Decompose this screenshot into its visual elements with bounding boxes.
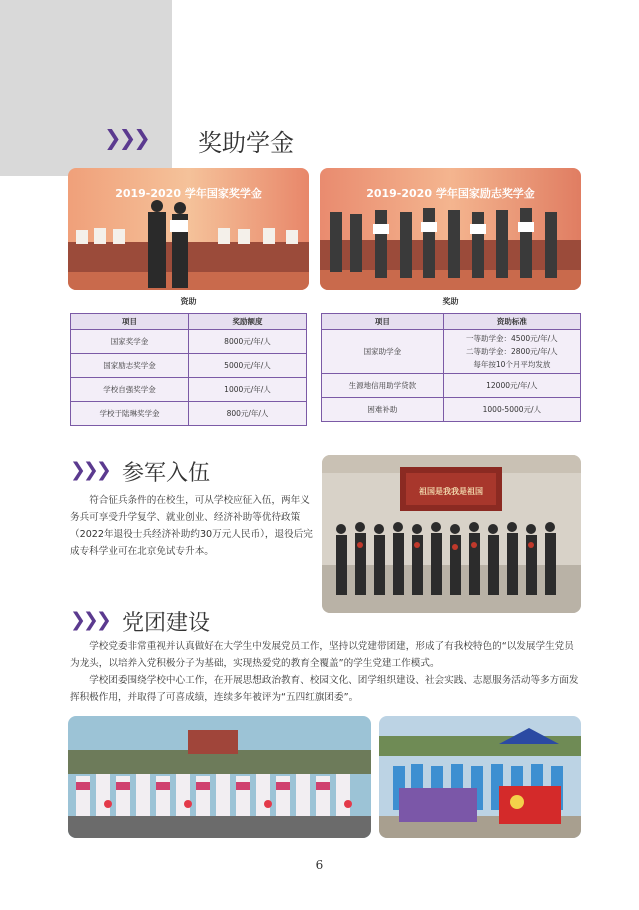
party-paragraph-2: 学校团委围绕学校中心工作，在开展思想政治教育、校园文化、团学组织建设、社会实践、志愿服务活动等多方面发挥积极作用，并取得了可喜成绩，连续多年被评为“五四红旗团委”。 bbox=[70, 675, 579, 703]
party-paragraph-1: 学校党委非常重视并认真做好在大学生中发展党员工作，坚持以党建带团建，形成了有我校特色的“以发展学生党员为龙头，以培养入党积极分子为基础，实现热爱党的教育全覆盖”的学生党建工作模式。 bbox=[70, 641, 574, 669]
military-paragraph: 符合征兵条件的在校生，可从学校应征入伍，两年义务兵可享受升学复学、就业创业、经济补助等优待政策（2022年退役士兵经济补助约30万元人民币），退役后完成专科学业可在北京免试专升本。 bbox=[70, 495, 313, 557]
table-cell: 生源地信用助学贷款 bbox=[322, 374, 444, 398]
section-chevrons: ❯❯❯ bbox=[104, 126, 148, 150]
table-cell: 8000元/年/人 bbox=[189, 330, 307, 354]
page-number: 6 bbox=[315, 858, 324, 872]
photo-campus-parade bbox=[68, 716, 371, 838]
table-cell: 国家奖学金 bbox=[71, 330, 189, 354]
photo-national-encouragement bbox=[320, 168, 581, 290]
table-cell: 5000元/年/人 bbox=[189, 354, 307, 378]
section-chevrons: ❯❯❯ bbox=[70, 609, 109, 631]
photo-banner: 祖国是我我是祖国 bbox=[419, 487, 483, 496]
grant-line: 二等助学金：2800元/年/人 bbox=[466, 347, 558, 356]
table-cell: 学校自强奖学金 bbox=[71, 378, 189, 402]
section-title-party: 党团建设 bbox=[122, 611, 211, 636]
table-row bbox=[71, 354, 307, 378]
table-row bbox=[71, 378, 307, 402]
section-title-scholarship: 奖助学金 bbox=[198, 129, 294, 157]
table-header: 项目 bbox=[71, 314, 189, 330]
table-cell: 12000元/年/人 bbox=[443, 374, 580, 398]
table-header: 项目 bbox=[322, 314, 444, 330]
grant-line: 每年按10个月平均发放 bbox=[473, 360, 551, 369]
table-cell: 800元/年/人 bbox=[189, 402, 307, 426]
table-header: 奖励额度 bbox=[189, 314, 307, 330]
photo-military-group bbox=[322, 455, 581, 613]
table-caption-left: 资助 bbox=[180, 297, 197, 306]
table-row bbox=[71, 402, 307, 426]
table-row bbox=[322, 374, 581, 398]
table-row bbox=[322, 330, 581, 374]
table-caption-right: 奖助 bbox=[442, 297, 459, 306]
table-row bbox=[71, 330, 307, 354]
photo-banner: 2019-2020 学年国家奖学金 bbox=[115, 187, 262, 200]
table-header: 资助标准 bbox=[443, 314, 580, 330]
photo-volunteer-group bbox=[379, 716, 581, 838]
grant-line: 一等助学金：4500元/年/人 bbox=[466, 334, 558, 343]
scholarship-table bbox=[70, 313, 307, 426]
table-cell: 国家励志奖学金 bbox=[71, 354, 189, 378]
aid-table bbox=[321, 313, 581, 422]
section-title-military: 参军入伍 bbox=[122, 461, 211, 486]
table-cell: 困难补助 bbox=[322, 398, 444, 422]
photo-banner: 2019-2020 学年国家励志奖学金 bbox=[366, 187, 535, 200]
table-cell: 国家助学金 bbox=[322, 330, 444, 374]
table-cell bbox=[443, 330, 580, 374]
table-cell: 1000元/年/人 bbox=[189, 378, 307, 402]
table-cell: 1000-5000元/人 bbox=[443, 398, 580, 422]
table-row bbox=[322, 398, 581, 422]
photo-national-scholarship bbox=[68, 168, 309, 290]
table-cell: 学校于陆琳奖学金 bbox=[71, 402, 189, 426]
section-chevrons: ❯❯❯ bbox=[70, 459, 109, 481]
